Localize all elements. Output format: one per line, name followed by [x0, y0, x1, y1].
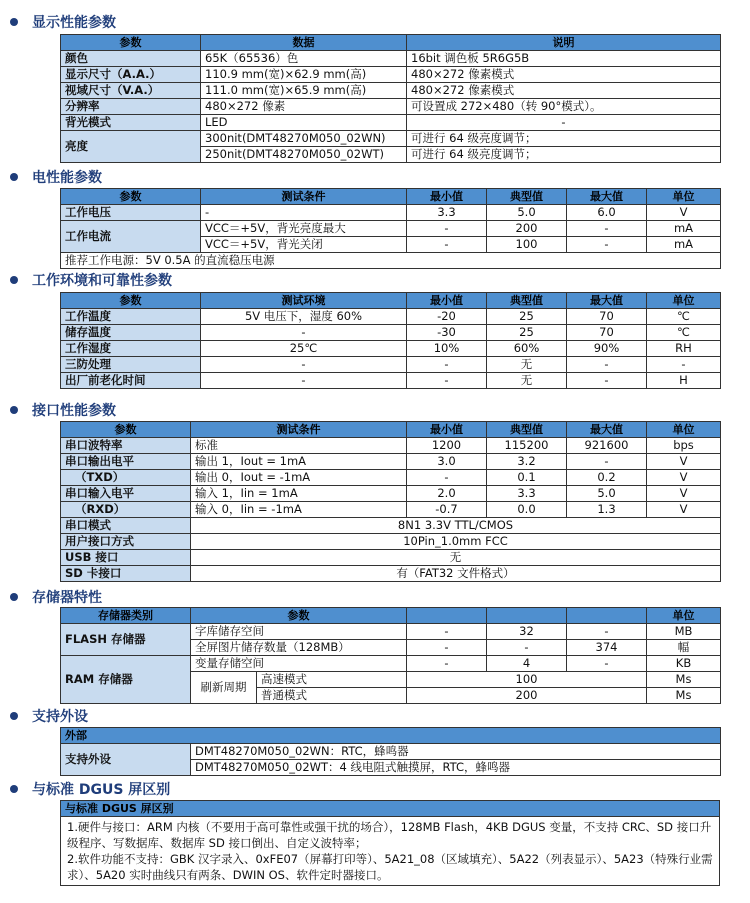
section-title-peripheral: 支持外设: [8, 706, 88, 726]
table-row: USB 接口 无: [61, 550, 721, 566]
table-row: RAM 存储器 变量存储空间 - 4 - KB: [61, 656, 721, 672]
table-row: VCC＝+5V，背光关闭 - 100 - mA: [61, 237, 721, 253]
table-row: 颜色 65K（65536）色 16bit 调色板 5R6G5B: [61, 51, 721, 67]
display-table: [60, 34, 721, 163]
table-row: 出厂前老化时间 - - 无 - H: [61, 373, 721, 389]
table-row: 串口模式 8N1 3.3V TTL/CMOS: [61, 518, 721, 534]
interface-table: [60, 421, 721, 582]
bullet-icon: [10, 785, 18, 793]
table-row: SD 卡接口 有（FAT32 文件格式）: [61, 566, 721, 582]
peripheral-table: [60, 727, 721, 776]
dgus-table: [60, 800, 720, 886]
table-row: [61, 817, 720, 886]
storage-table: [60, 607, 721, 704]
table-header-row: 参数 测试环境 最小值 典型值 最大值 单位: [61, 293, 721, 309]
section-title-display: 显示性能参数: [8, 12, 116, 32]
table-row: 工作电流 VCC＝+5V，背光亮度最大 - 200 - mA: [61, 221, 721, 237]
table-row: 串口输出电平 输出 1，Iout = 1mA 3.0 3.2 - V: [61, 454, 721, 470]
section-title-environment: 工作环境和可靠性参数: [8, 270, 172, 290]
table-header-row: 参数 测试条件 最小值 典型值 最大值 单位: [61, 422, 721, 438]
table-header-row: 外部: [61, 728, 721, 744]
table-row: 支持外设 DMT48270M050_02WN：RTC，蜂鸣器: [61, 744, 721, 760]
table-row: 储存温度 - -30 25 70 ℃: [61, 325, 721, 341]
table-row: （RXD） 输入 0，Iin = -1mA -0.7 0.0 1.3 V: [61, 502, 721, 518]
bullet-icon: [10, 406, 18, 414]
table-row: 全屏图片储存数量（128MB） - - 374 幅: [61, 640, 721, 656]
table-row: 工作电压 - 3.3 5.0 6.0 V: [61, 205, 721, 221]
table-row: 刷新周期 高速模式 100 Ms: [61, 672, 721, 688]
dgus-text-2: 2.软件功能不支持：GBK 汉字录入、0xFE07（屏幕打印等）、5A21_08（区域填充）、5A22（列表显示）、5A23（特殊行业需求）、5A20 实时曲线只有两条、DWIN OS、软件定时器接口。: [67, 852, 713, 882]
electrical-table: [60, 188, 721, 269]
table-row: 工作湿度 25℃ 10% 60% 90% RH: [61, 341, 721, 357]
bullet-icon: [10, 173, 18, 181]
section-title-interface: 接口性能参数: [8, 400, 116, 420]
table-row: FLASH 存储器 字库储存空间 - 32 - MB: [61, 624, 721, 640]
table-row: 分辨率 480×272 像素 可设置成 272×480（转 90°模式）。: [61, 99, 721, 115]
section-title-electrical: 电性能参数: [8, 167, 102, 187]
table-header-row: 参数 数据 说明: [61, 35, 721, 51]
bullet-icon: [10, 593, 18, 601]
bullet-icon: [10, 276, 18, 284]
table-row: （TXD） 输出 0，Iout = -1mA - 0.1 0.2 V: [61, 470, 721, 486]
table-row: 推荐工作电源：5V 0.5A 的直流稳压电源: [61, 253, 721, 269]
table-header-row: 参数 测试条件 最小值 典型值 最大值 单位: [61, 189, 721, 205]
table-header-row: 与标准 DGUS 屏区别: [61, 801, 720, 817]
table-row: 250nit(DMT48270M050_02WT) 可进行 64 级亮度调节；: [61, 147, 721, 163]
table-row: 串口输入电平 输入 1，Iin = 1mA 2.0 3.3 5.0 V: [61, 486, 721, 502]
table-row: 工作温度 5V 电压下，湿度 60% -20 25 70 ℃: [61, 309, 721, 325]
table-header-row: 存储器类别 参数 单位: [61, 608, 721, 624]
section-title-dgus: 与标准 DGUS 屏区别: [8, 779, 170, 799]
bullet-icon: [10, 712, 18, 720]
table-row: 用户接口方式 10Pin_1.0mm FCC: [61, 534, 721, 550]
table-row: DMT48270M050_02WT：4 线电阻式触摸屏，RTC，蜂鸣器: [61, 760, 721, 776]
environment-table: [60, 292, 721, 389]
dgus-text-1: 1.硬件与接口：ARM 内核（不要用于高可靠性或强干扰的场合），128MB Flash，4KB DGUS 变量，不支持 CRC、SD 接口升级程序、写数据库、数据库 SD 接口倒出、自定义波特率；: [67, 820, 712, 850]
table-row: 三防处理 - - 无 - -: [61, 357, 721, 373]
table-row: 背光模式 LED -: [61, 115, 721, 131]
table-row: 视域尺寸（V.A.） 111.0 mm(宽)×65.9 mm(高) 480×272 像素模式: [61, 83, 721, 99]
bullet-icon: [10, 18, 18, 26]
section-title-storage: 存储器特性: [8, 587, 102, 607]
table-row: 串口波特率 标准 1200 115200 921600 bps: [61, 438, 721, 454]
table-row: 亮度 300nit(DMT48270M050_02WN) 可进行 64 级亮度调节；: [61, 131, 721, 147]
table-row: 显示尺寸（A.A.） 110.9 mm(宽)×62.9 mm(高) 480×272 像素模式: [61, 67, 721, 83]
table-row: 普通模式 200 Ms: [61, 688, 721, 704]
